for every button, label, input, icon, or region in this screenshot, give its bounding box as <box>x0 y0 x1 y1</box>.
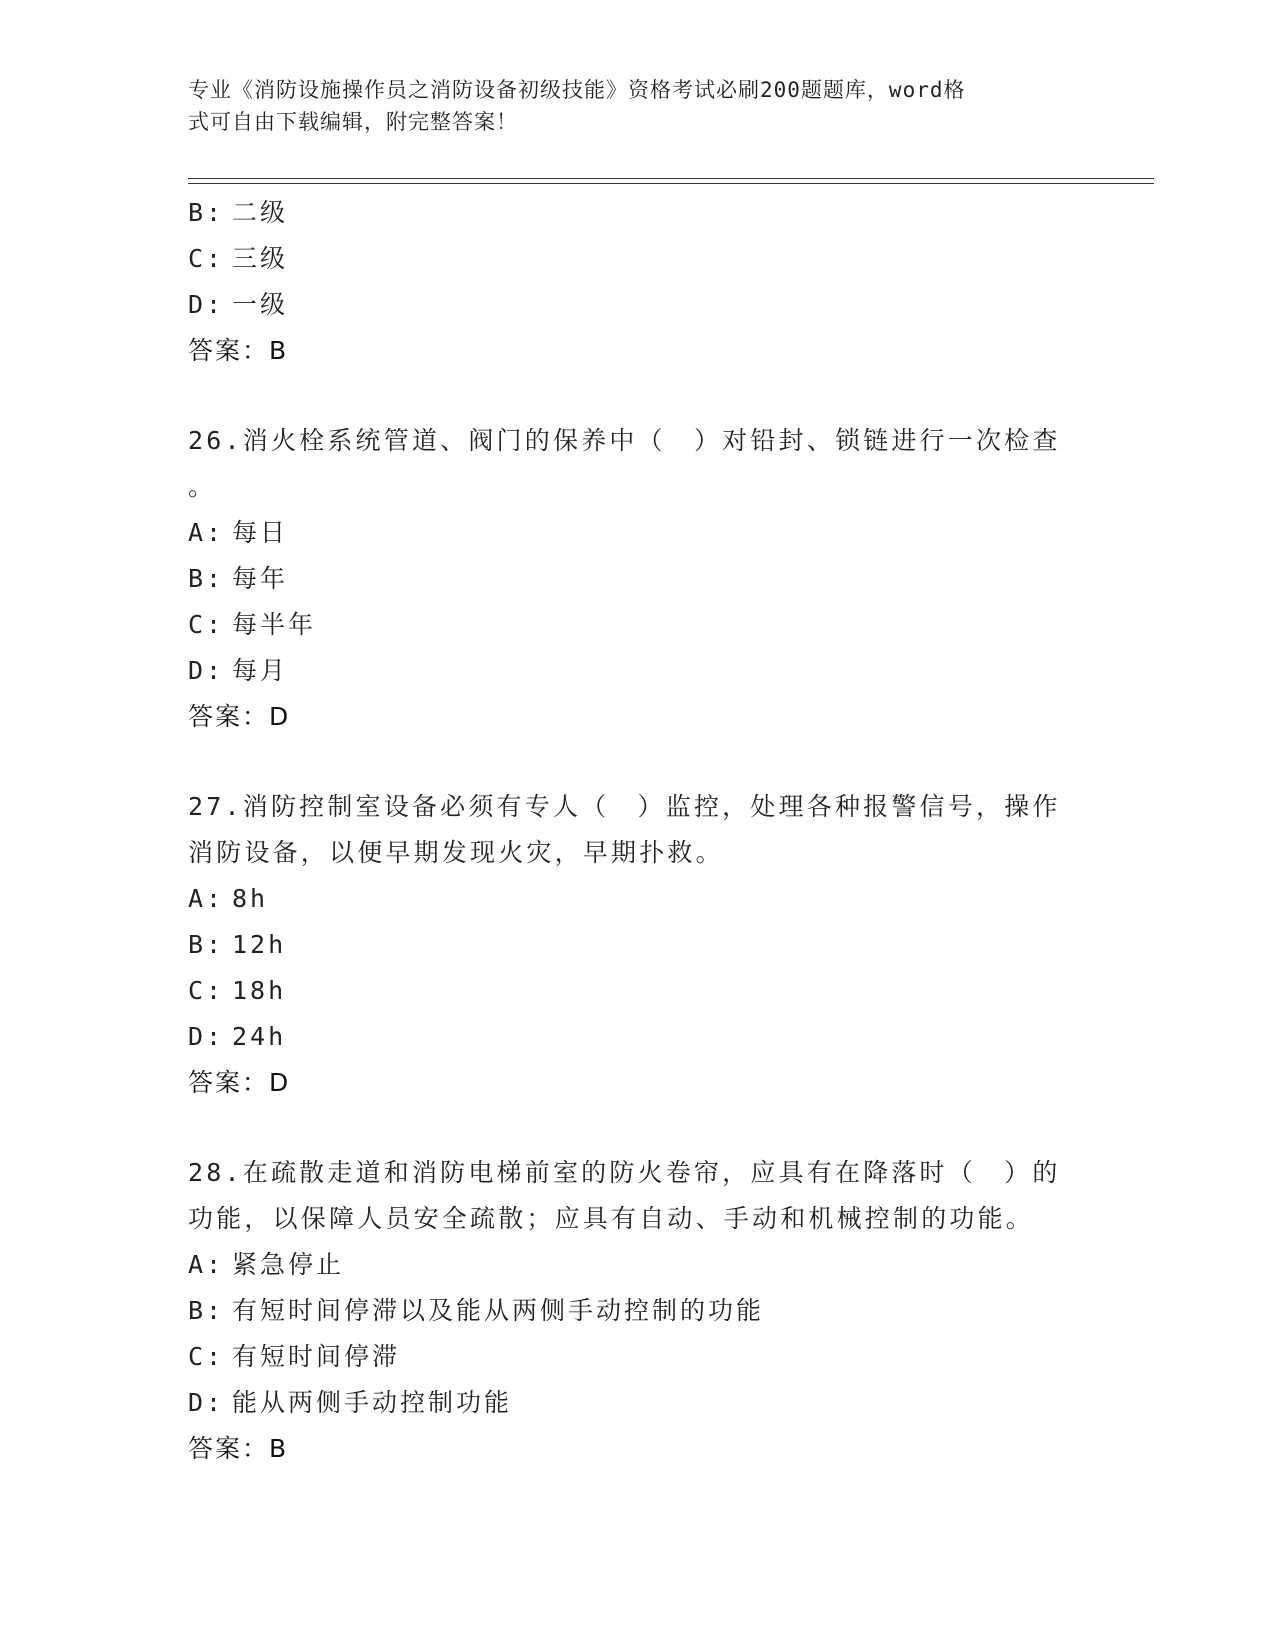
question-26 <box>188 418 1088 740</box>
question-27 <box>188 784 1088 1106</box>
option-c: C: 18h <box>188 976 287 1005</box>
option-c: C: 三级 <box>188 244 289 273</box>
question-text-line-2: 功能，以保障人员安全疏散；应具有自动、手动和机械控制的功能。 <box>188 1204 1035 1233</box>
question-text-line-2: 。 <box>188 472 217 501</box>
option-a: A: 每日 <box>188 518 289 547</box>
option-c: C: 有短时间停滞 <box>188 1342 401 1371</box>
option-a: A: 紧急停止 <box>188 1250 345 1279</box>
header-rule-bottom <box>188 183 1154 184</box>
option-d: D: 24h <box>188 1022 287 1051</box>
option-d: D: 一级 <box>188 290 289 319</box>
answer: 答案：B <box>188 336 289 365</box>
answer: 答案：B <box>188 1434 289 1463</box>
header-line-2: 式可自由下载编辑，附完整答案！ <box>188 110 518 134</box>
answer: 答案：D <box>188 1068 291 1097</box>
answer: 答案：D <box>188 702 291 731</box>
option-c: C: 每半年 <box>188 610 317 639</box>
option-b: B: 12h <box>188 930 287 959</box>
header-rule-top <box>188 178 1154 179</box>
option-a: A: 8h <box>188 884 269 913</box>
question-list <box>188 190 1088 1472</box>
option-d: D: 每月 <box>188 656 289 685</box>
option-d: D: 能从两侧手动控制功能 <box>188 1388 513 1417</box>
option-b: B: 有短时间停滞以及能从两侧手动控制的功能 <box>188 1296 765 1325</box>
question-28 <box>188 1150 1088 1472</box>
option-b: B: 每年 <box>188 564 289 593</box>
question-25 <box>188 190 1088 374</box>
document-header <box>188 74 1068 138</box>
question-text-line-2: 消防设备，以便早期发现火灾，早期扑救。 <box>188 838 724 867</box>
question-text-line-1: 28.在疏散走道和消防电梯前室的防火卷帘，应具有在降落时（ ）的 <box>188 1158 1061 1187</box>
header-line-1: 专业《消防设施操作员之消防设备初级技能》资格考试必刷200题题库，word格 <box>188 78 966 102</box>
question-text-line-1: 27.消防控制室设备必须有专人（ ）监控，处理各种报警信号，操作 <box>188 792 1061 821</box>
question-text-line-1: 26.消火栓系统管道、阀门的保养中（ ）对铅封、锁链进行一次检查 <box>188 426 1061 455</box>
option-b: B: 二级 <box>188 198 289 227</box>
